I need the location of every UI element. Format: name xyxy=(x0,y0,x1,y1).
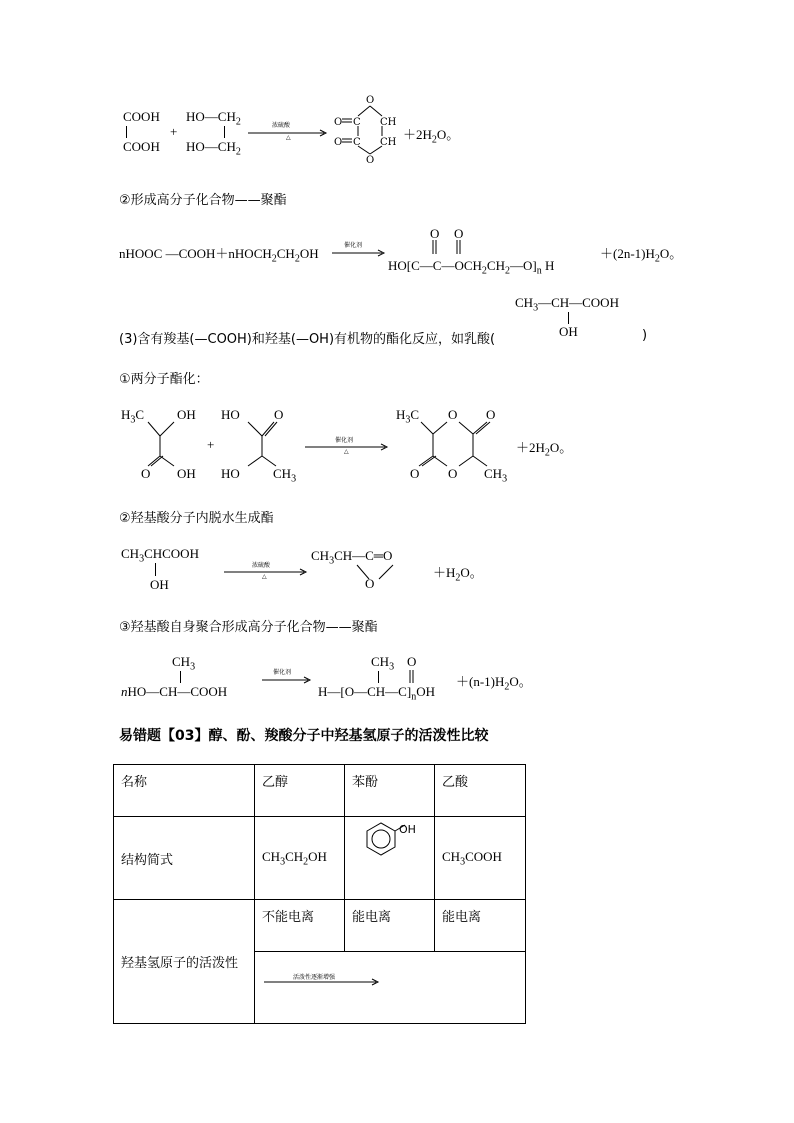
arrow-condition-bottom: △ xyxy=(262,573,267,580)
water-product: ＋H xyxy=(433,565,456,580)
double-bonds xyxy=(428,240,468,256)
ring-o-bottom: O xyxy=(448,466,458,481)
phenol-oh: OH xyxy=(399,823,416,836)
item-heading: (3)含有羧基(—COOH)和羟基(—OH)有机物的酯化反应，如乳酸( xyxy=(119,332,496,347)
header-phenol: 苯酚 xyxy=(345,765,435,817)
carbonyl-o: O xyxy=(407,654,417,669)
table-header-row xyxy=(114,765,526,817)
h3c-label: H xyxy=(396,407,406,422)
reactant2-top: HO—CH xyxy=(186,109,236,124)
reaction-arrow xyxy=(332,250,386,258)
o-label: O xyxy=(274,407,284,422)
bond-line xyxy=(126,126,127,138)
bond-line xyxy=(378,671,379,683)
reactant2-bottom: HO—CH xyxy=(186,139,236,154)
polyester-reactants: nHOOC —COOH＋nHOCH xyxy=(119,246,272,261)
activity-label: 羟基氢原子的活泼性 xyxy=(114,900,255,1024)
arrow-condition-top: 浓硫酸 xyxy=(252,562,271,569)
bond-line xyxy=(568,312,569,324)
water-product: ＋(2n-1)H xyxy=(600,246,655,261)
ring-o-top: O xyxy=(366,95,375,106)
ho-label: HO xyxy=(221,407,240,422)
ethanol-activity: 不能电离 xyxy=(255,900,345,952)
bond-line xyxy=(180,671,181,683)
reactant1-top: COOH xyxy=(123,109,160,124)
carbonyl-o-2: O xyxy=(454,226,464,241)
header-name: 名称 xyxy=(114,765,255,817)
acetic-activity: 能电离 xyxy=(435,900,526,952)
water-product: ＋2H xyxy=(403,127,432,142)
arrow-condition-top: 浓硫酸 xyxy=(272,122,291,129)
n-coefficient: n xyxy=(121,684,128,699)
ch3-label: CH xyxy=(371,654,390,669)
o-label: O xyxy=(141,466,151,481)
phenol-activity: 能电离 xyxy=(345,900,435,952)
structure-label: 结构简式 xyxy=(114,817,255,900)
lactic-oh: OH xyxy=(559,324,578,339)
lactic-ch3: CH xyxy=(515,295,534,310)
polymer-ho: HO xyxy=(388,258,407,273)
arrow-condition-bottom: △ xyxy=(286,134,291,141)
ring-o-left-top: O xyxy=(334,117,343,128)
header-acetic-acid: 乙酸 xyxy=(435,765,526,817)
arrow-condition-top: 催化剂 xyxy=(273,669,292,676)
table-row-activity xyxy=(114,900,526,952)
ring-ch2-top: CH xyxy=(380,117,397,128)
item-heading: ③羟基酸自身聚合形成高分子化合物——聚酯 xyxy=(119,620,378,635)
product-formula: CH xyxy=(311,548,330,563)
epoxide-bonds xyxy=(355,563,405,585)
ring-ch2-bottom: CH xyxy=(380,137,397,148)
ring-o-top: O xyxy=(448,407,458,422)
plus-sign: + xyxy=(207,437,215,452)
oh-label: OH xyxy=(177,407,196,422)
trend-label: 活泼性逐渐增强 xyxy=(293,974,336,981)
carbonyl-o: O xyxy=(410,466,420,481)
h3c-label: H xyxy=(121,407,131,422)
ring-o-left-bottom: O xyxy=(334,137,343,148)
section-title: 易错题【03】醇、酚、羧酸分子中羟基氢原子的活泼性比较 xyxy=(119,728,489,744)
reaction-arrow xyxy=(262,677,312,685)
table-row-structure xyxy=(114,817,526,900)
item-heading: ②形成高分子化合物——聚酯 xyxy=(119,193,287,208)
bond-line xyxy=(224,126,225,138)
close-paren: ) xyxy=(642,328,648,343)
carbonyl-o: O xyxy=(486,407,496,422)
oh-label: OH xyxy=(150,577,169,592)
carbonyl-o-1: O xyxy=(430,226,440,241)
water-product: ＋(n-1)H xyxy=(456,674,505,689)
oh-label: OH xyxy=(177,466,196,481)
activity-trend xyxy=(255,952,526,1024)
ch3-label: CH xyxy=(484,466,503,481)
acetic-formula: $CH_3COOH$ xyxy=(435,817,526,900)
arrow-condition-bottom: △ xyxy=(344,448,349,455)
comparison-table xyxy=(113,764,526,1024)
ch3-label: CH xyxy=(172,654,191,669)
ring-c-bottom: C xyxy=(353,137,361,148)
ethanol-formula: $CH_3CH_2OH$ xyxy=(255,817,345,900)
header-ethanol: 乙醇 xyxy=(255,765,345,817)
ring-c-top: C xyxy=(353,117,361,128)
ch3-label: CH xyxy=(273,466,292,481)
ring-o-bottom: O xyxy=(366,155,375,166)
reactant-formula: CH xyxy=(121,546,140,561)
polymer-h: H— xyxy=(318,684,341,699)
water-product: ＋2H xyxy=(516,440,545,455)
plus-sign: + xyxy=(170,124,178,139)
item-heading: ①两分子酯化： xyxy=(119,372,209,387)
phenol-structure xyxy=(345,817,435,900)
double-bond xyxy=(407,670,417,684)
reactant1-bottom: COOH xyxy=(123,139,160,154)
ring-o: O xyxy=(365,576,375,591)
arrow-condition-top: 催化剂 xyxy=(335,437,354,444)
ho-label: HO xyxy=(221,466,240,481)
bond-line xyxy=(155,563,156,576)
item-heading: ②羟基酸分子内脱水生成酯 xyxy=(119,511,274,526)
trend-arrow xyxy=(264,979,384,987)
arrow-condition-top: 催化剂 xyxy=(344,242,363,249)
